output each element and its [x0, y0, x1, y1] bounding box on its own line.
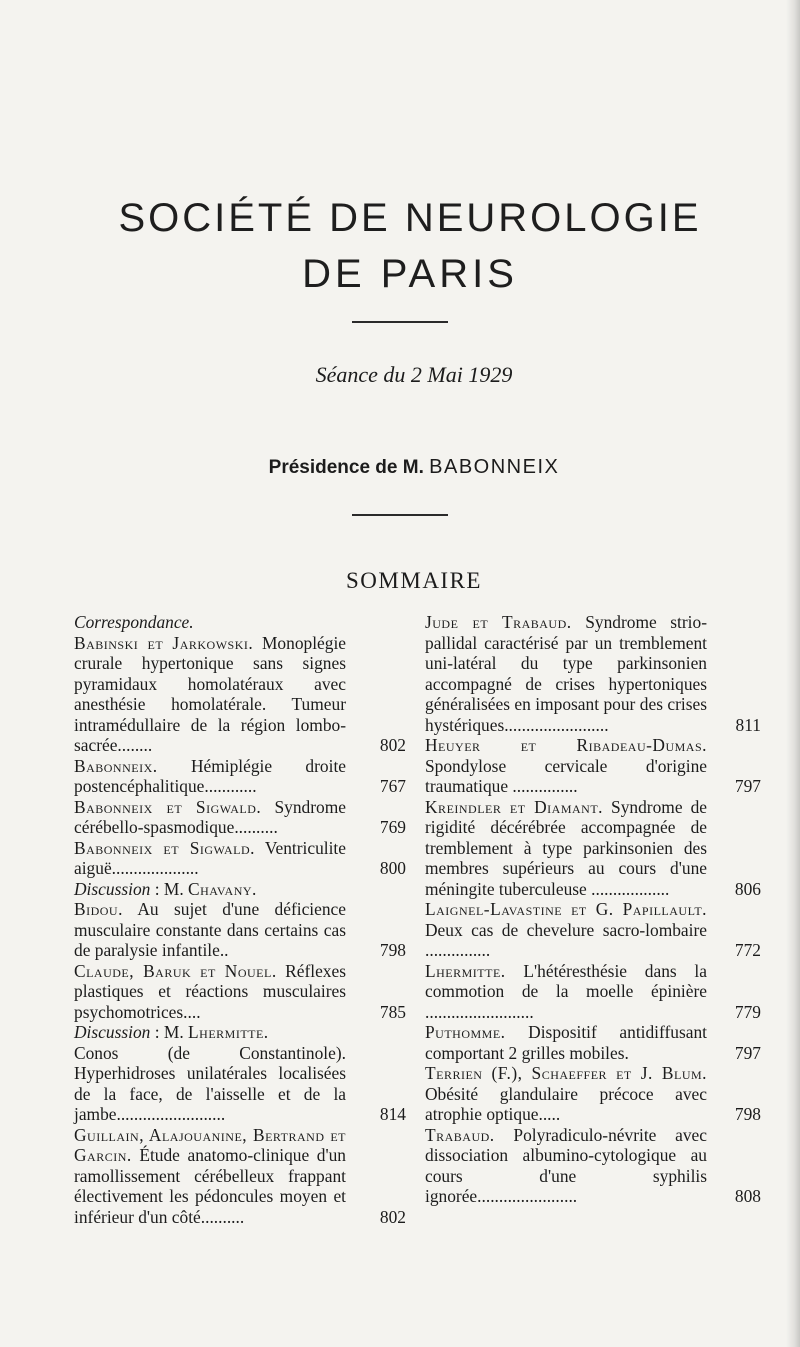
entry-text	[425, 1125, 707, 1207]
entry-title: (de Constantinole). Hyperhidroses unilatérales localisées de la face, de l'aisselle et de la jambe.........................	[74, 1042, 346, 1124]
summary-entry	[74, 1125, 406, 1228]
summary-entry	[74, 633, 406, 756]
discussion-label: Discussion	[74, 878, 151, 899]
entry-page-number: 769	[379, 817, 406, 837]
entry-page-number: 797	[734, 1042, 761, 1063]
summary-entry	[425, 1125, 765, 1207]
entry-text	[74, 756, 346, 797]
discussion-label: Discussion	[74, 1022, 151, 1042]
discussion-text: : M.	[150, 1022, 189, 1042]
entry-page-number: 802	[379, 735, 406, 755]
entry-authors: Conos	[74, 1042, 119, 1063]
entry-authors: Babonneix et Sigwald.	[74, 796, 262, 817]
divider-rule	[352, 321, 448, 323]
entry-page-number: 808	[734, 1186, 761, 1206]
entry-text	[425, 1063, 707, 1125]
entry-title: L'hétéresthésie dans la commotion de la moelle épinière .........................	[425, 960, 707, 1022]
discussion-line	[74, 1022, 406, 1043]
entry-text	[425, 961, 707, 1023]
entry-authors: Babonneix et Sigwald.	[74, 837, 256, 858]
entry-authors: Claude, Baruk et Nouel.	[74, 960, 277, 981]
summary-entry	[425, 961, 765, 1023]
summary-entry	[74, 1043, 406, 1125]
entry-title: Syndrome cérébello-spasmodique..........	[74, 796, 346, 837]
presidency-label: Présidence de M.	[268, 457, 430, 478]
discussion-line	[74, 879, 406, 900]
entry-authors: Kreindler et Diamant.	[425, 796, 604, 817]
divider-rule	[352, 514, 448, 516]
society-title: SOCIÉTÉ DE NEUROLOGIE	[118, 196, 702, 240]
presidency-line	[0, 456, 800, 479]
summary-entry	[74, 756, 406, 797]
entry-text	[425, 735, 707, 797]
summary-column-left	[74, 612, 406, 1227]
entry-text	[425, 899, 707, 961]
summary-entry	[74, 797, 406, 838]
correspondence-heading: Correspondance.	[74, 612, 194, 632]
entry-text	[74, 633, 346, 756]
summary-heading: SOMMAIRE	[346, 568, 482, 593]
summary-entry	[74, 899, 406, 961]
entry-authors: Babonneix.	[74, 755, 158, 776]
summary-column-right	[425, 612, 765, 1207]
entry-title: Syndrome strio-pallidal caractérisé par un tremblement uni-latéral du type parkinsonien accompagné de crises hypertoniques généralisées en imposant pour des crises hystériques........................	[425, 612, 707, 735]
entry-authors: Jude et Trabaud.	[425, 612, 572, 632]
entry-text	[74, 1043, 346, 1125]
entry-authors: Babinski et Jarkowski.	[74, 632, 254, 653]
entry-page-number: 797	[734, 776, 761, 796]
entry-title: Ventriculite aiguë....................	[74, 837, 346, 878]
entry-page-number: 767	[379, 776, 406, 796]
entry-title: Deux cas de chevelure sacro-lombaire ...............	[425, 919, 707, 960]
entry-authors: Puthomme.	[425, 1022, 506, 1042]
entry-authors: Guillain, Alajouanine, Bertrand et Garcin.	[74, 1124, 346, 1165]
session-date: Séance du 2 Mai 1929	[315, 362, 513, 387]
entry-authors: Heuyer et Ribadeau-Dumas.	[425, 735, 707, 755]
summary-entry	[74, 961, 406, 1023]
discussion-text: : M.	[150, 878, 189, 899]
entry-text	[74, 899, 346, 961]
entry-title: Obésité glandulaire précoce avec atrophie optique.....	[425, 1083, 707, 1124]
summary-entry	[425, 899, 765, 961]
summary-entry	[425, 735, 765, 797]
summary-entry	[425, 1022, 765, 1063]
discussant-name: Lhermitte.	[188, 1022, 269, 1042]
entry-page-number: 802	[379, 1206, 406, 1227]
entry-text	[74, 1125, 346, 1228]
society-title-city: DE PARIS	[302, 252, 518, 296]
entry-title: Au sujet d'une déficience musculaire constante dans certains cas de paralysie infantile..	[74, 899, 346, 960]
entry-authors: Trabaud.	[425, 1124, 495, 1145]
entry-page-number: 779	[734, 1001, 761, 1022]
summary-entry	[425, 797, 765, 900]
entry-page-number: 798	[734, 1104, 761, 1124]
entry-text	[425, 1022, 707, 1063]
summary-entry	[425, 1063, 765, 1125]
entry-page-number: 811	[735, 714, 761, 735]
summary-entry	[425, 612, 765, 735]
entry-text	[425, 797, 707, 900]
entry-page-number: 800	[379, 858, 406, 878]
entry-page-number: 814	[379, 1104, 406, 1124]
entry-authors: Bidou.	[74, 899, 123, 919]
entry-text	[425, 612, 707, 735]
entry-title: Syndrome de rigidité décérébrée accompagnée de tremblement à type parkinsonien des membres supérieurs au cours d'une méningite tuberculeuse ..................	[425, 796, 707, 899]
entry-page-number: 772	[734, 940, 761, 960]
entry-page-number: 798	[379, 940, 406, 960]
entry-authors: Lhermitte.	[425, 960, 506, 981]
summary-entry	[74, 838, 406, 879]
entry-title: Polyradiculo-névrite avec dissociation albumino-cytologique au cours d'une syphilis ignorée.......................	[425, 1124, 707, 1206]
entry-title: Étude anatomo-clinique d'un ramollissement cérébelleux frappant électivement les pédoncules moyen et inférieur d'un côté..........	[74, 1145, 346, 1227]
entry-text	[74, 797, 346, 838]
entry-page-number: 806	[734, 878, 761, 899]
entry-authors: Terrien (F.), Schaeffer et J. Blum.	[425, 1063, 707, 1083]
entry-authors: Laignel-Lavastine et G. Papillault.	[425, 899, 707, 919]
entry-title: Réflexes plastiques et réactions musculaires psychomotrices....	[74, 960, 346, 1022]
entry-text	[74, 961, 346, 1023]
entry-title: Dispositif antidiffusant comportant 2 grilles mobiles.	[425, 1022, 707, 1063]
entry-text	[74, 838, 346, 879]
entry-title: Monoplégie crurale hypertonique sans signes pyramidaux homolatéraux avec anesthésie homolatérale. Tumeur intramédullaire de la région lombo-sacrée........	[74, 632, 347, 755]
entry-title: Hémiplégie droite postencéphalitique............	[74, 755, 346, 796]
entry-title: Spondylose cervicale d'origine traumatique ...............	[425, 755, 707, 796]
president-name: BABONNEIX	[429, 456, 560, 478]
discussant-name: Chavany.	[188, 878, 257, 899]
entry-page-number: 785	[379, 1001, 406, 1022]
